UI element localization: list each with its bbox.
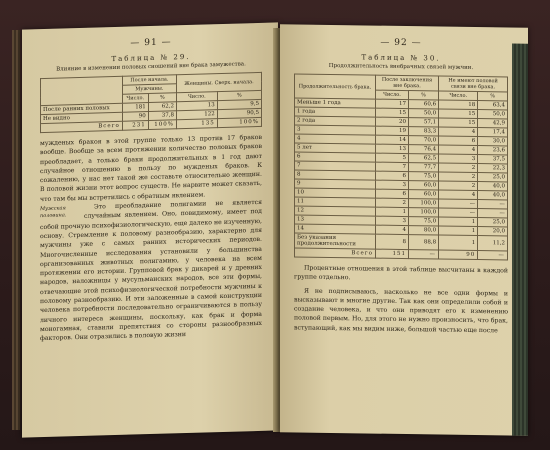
cell: 63,4 xyxy=(478,101,508,110)
cell: 83,3 xyxy=(409,127,439,136)
cell: 50,0 xyxy=(409,109,439,118)
row-label: 4 xyxy=(295,134,376,144)
row-label: 11 xyxy=(295,197,376,207)
cell: 90 xyxy=(439,250,478,260)
cell: 1 xyxy=(439,226,478,236)
row-label: 1 года xyxy=(295,107,376,117)
row-label: 7 xyxy=(295,161,376,171)
cell: 7 xyxy=(375,162,408,171)
cell: 88,8 xyxy=(409,235,439,250)
cell: 4 xyxy=(439,145,478,155)
row-label: 2 года xyxy=(295,116,376,126)
paragraph: Процентные отношения в этой таблице высчитаны в каждой группе отдельно. xyxy=(294,264,508,282)
cell: 3 xyxy=(375,216,408,225)
cell: 6 xyxy=(439,136,478,146)
cell: 151 xyxy=(375,249,408,258)
paragraph: мужденых бракоя в этой группе только 13 против 17 браков вообще. Вообще за всем протяжении количество половых браков преобладает, а только браки продолжительных в 1 год дают случайное отношению в пользу по мужденых браков. К сожалению, у нас нет такой же составьте относительно женщин. В половой жизни этот вопрос существ. Не нарвите может сказать, что там бы мы встретились с обратным явлением. xyxy=(40,133,262,203)
paragraph: Я не подписываюсь, насколько не все одни формы и высказывают и многие другие. Так как они определили собой и создание человека, и что они приводят его к изменению половой первым. Но, для этого не нужно произносить, что брак, вступающий, как мы видим ниже, большой частью еще после xyxy=(294,287,508,335)
cell: — xyxy=(439,208,478,218)
cell: 11,2 xyxy=(478,236,508,251)
cell: 2 xyxy=(375,198,408,207)
cell: 100% xyxy=(148,120,176,130)
cell: 22,3 xyxy=(478,164,508,173)
cell: 9,5 xyxy=(217,99,261,109)
cell: 76,4 xyxy=(409,145,439,154)
right-table-header-num: Число. xyxy=(375,90,408,99)
cell: 2 xyxy=(439,172,478,182)
cell: 57,1 xyxy=(409,118,439,127)
cell: 25,0 xyxy=(478,173,508,182)
cell: 80,0 xyxy=(409,226,439,235)
cell: — xyxy=(409,250,439,259)
cell: 23,6 xyxy=(478,146,508,155)
right-table-header-col0: Продолжительность брака. xyxy=(295,74,376,99)
cell: 60,0 xyxy=(409,190,439,199)
cell: 100,0 xyxy=(409,208,439,217)
cell: 60,6 xyxy=(409,100,439,109)
cell: 2 xyxy=(439,163,478,173)
cell: 20,0 xyxy=(478,227,508,236)
row-label: Не видно xyxy=(41,112,123,123)
left-table-header-pct: % xyxy=(148,93,176,103)
cell: 14 xyxy=(375,135,408,144)
open-book xyxy=(18,20,538,445)
left-table xyxy=(40,72,262,133)
left-table-header-empty xyxy=(41,76,123,105)
cell: 15 xyxy=(439,118,478,128)
row-label: Всего xyxy=(41,121,123,132)
cell: 37,5 xyxy=(478,155,508,164)
book-edge-left xyxy=(12,30,20,430)
row-label: После ранних половых xyxy=(41,103,123,114)
row-label: Без указания продолжительности xyxy=(295,233,376,249)
cell: — xyxy=(478,251,508,260)
right-table-header-num: Число. xyxy=(439,91,478,101)
cell: 13 xyxy=(375,144,408,153)
cell: 100,0 xyxy=(409,199,439,208)
right-page-number: — 92 — xyxy=(380,37,422,49)
book-edge-right xyxy=(512,44,528,436)
cell: 20 xyxy=(375,117,408,126)
right-table-header-pct: % xyxy=(409,91,439,100)
cell: 3 xyxy=(375,180,408,189)
cell: 1 xyxy=(375,207,408,216)
cell: 6 xyxy=(375,189,408,198)
row-label: 3 xyxy=(295,125,376,135)
cell: 62,2 xyxy=(148,102,176,112)
cell: 5 xyxy=(375,153,408,162)
right-table-header-col2: Не имеют половой связи вне брака. xyxy=(439,76,508,92)
row-label: 6 xyxy=(295,152,376,162)
cell: 122 xyxy=(176,110,217,120)
left-table-subtitle: Влияние в изменении половых сношений вне брака замужества. xyxy=(56,61,246,73)
right-body-text xyxy=(294,263,508,335)
cell: 25,0 xyxy=(478,218,508,227)
cell: — xyxy=(478,200,508,209)
cell: 75,0 xyxy=(409,217,439,226)
cell: 50,0 xyxy=(478,110,508,119)
left-table-header-pct: % xyxy=(217,90,261,100)
right-table-header-col1: После заключения вне брака. xyxy=(375,75,438,91)
cell: 17 xyxy=(375,99,408,108)
cell: 30,0 xyxy=(478,137,508,146)
right-table xyxy=(294,73,508,260)
cell: 15 xyxy=(375,108,408,117)
row-label: 14 xyxy=(295,224,376,234)
right-table-header-pct: % xyxy=(478,92,508,101)
cell: — xyxy=(478,209,508,218)
right-table-subtitle: Продолжительность внебрачных связей мужчин. xyxy=(328,62,474,71)
cell: 19 xyxy=(375,126,408,135)
left-table-header-col1: После начала. xyxy=(122,75,176,86)
left-table-header-col2: Женщины. Сверх. начала. xyxy=(176,72,261,92)
cell: 4 xyxy=(375,225,408,234)
cell: 15 xyxy=(439,109,478,119)
row-label: Всего xyxy=(295,248,376,258)
row-label: 12 xyxy=(295,206,376,216)
cell: 231 xyxy=(122,121,148,131)
cell: 70,0 xyxy=(409,136,439,145)
row-label: Меньше 1 года xyxy=(295,98,376,108)
cell: 90 xyxy=(122,112,148,122)
cell: 18 xyxy=(439,100,478,110)
row-label: 10 xyxy=(295,188,376,198)
cell: 181 xyxy=(122,103,148,113)
cell: 100% xyxy=(217,117,261,127)
cell: 60,0 xyxy=(409,181,439,190)
left-table-title: Таблица № 29. xyxy=(111,52,191,64)
cell: 75,0 xyxy=(409,172,439,181)
left-table-header-num: Число. xyxy=(176,92,217,102)
cell: 6 xyxy=(375,171,408,180)
cell: 37,8 xyxy=(148,111,176,121)
cell: 8 xyxy=(375,234,408,249)
cell: 40,0 xyxy=(478,191,508,200)
left-page-number: — 91 — xyxy=(130,37,172,49)
cell: 4 xyxy=(439,127,478,137)
cell: 17,4 xyxy=(478,128,508,137)
cell: 135 xyxy=(176,119,217,129)
cell: 3 xyxy=(439,154,478,164)
cell: — xyxy=(439,199,478,209)
left-table-header-num: Число. xyxy=(122,94,148,104)
cell: 62,5 xyxy=(409,154,439,163)
cell: 90,5 xyxy=(217,108,261,118)
cell: 13 xyxy=(176,101,217,111)
row-label: 9 xyxy=(295,179,376,189)
cell: 1 xyxy=(439,235,478,251)
left-body-text xyxy=(40,133,262,344)
cell: 40,0 xyxy=(478,182,508,191)
right-table-title: Таблица № 30. xyxy=(361,53,441,63)
left-page xyxy=(22,22,278,437)
row-label: 5 лет xyxy=(295,143,376,153)
margin-note: Мужская половина. xyxy=(40,205,67,220)
cell: 2 xyxy=(439,181,478,191)
paragraph: Это преобладание полигамии не является случайным явлением. Оно, повидимому, имеет под собой прочную психофизиологическую, еще далеко не изученную, основу. Стремление к половому разнообразию, характерно для мужчины уже с самых ранних исторических периодов. Многочисленные исследования установили у большинства организованных животных полигамию, у человека на всем протяжении его истории. Групповой брак у дикарей и у древних народов, наложницы у мусульманских народов, все эти формы, отвечающие этой психофизиологической потребности мужчины к половому разнообразию. И эти заложенные в самой конструкции человека потребности последовательно ограничиваются в пользу личного интереса женщины, поскольку, как брак и форма моногамная, ставили препятствия со стороны разнообразных факторов. Они отразились в половую жизни xyxy=(40,198,262,343)
right-page xyxy=(280,24,528,435)
cell: 77,7 xyxy=(409,163,439,172)
cell: 1 xyxy=(439,217,478,227)
cell: 4 xyxy=(439,190,478,200)
cell: 42,9 xyxy=(478,119,508,128)
row-label: 8 xyxy=(295,170,376,180)
left-table-header-col1-sub: Мужчины. xyxy=(122,84,176,95)
row-label: 13 xyxy=(295,215,376,225)
table-total-row xyxy=(295,248,508,260)
